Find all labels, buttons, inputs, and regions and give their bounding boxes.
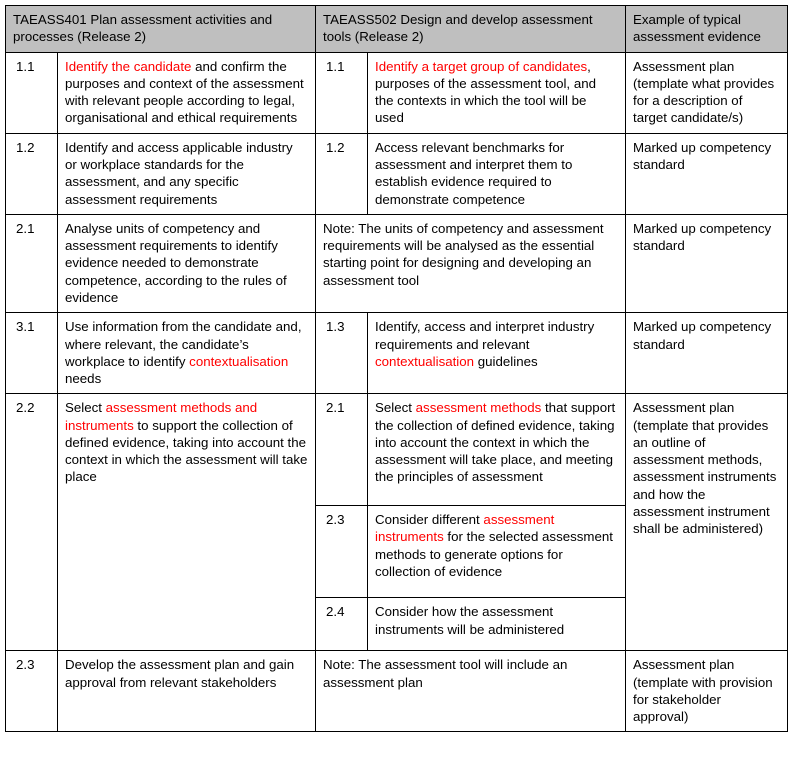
- evidence-text: Marked up competency standard: [626, 214, 788, 312]
- header-row: [6, 6, 788, 53]
- evidence-text: Assessment plan (template that provides an outline of assessment methods, assessment instruments and how the assessment instrument shall be administered): [626, 394, 788, 651]
- plain-text: for the selected assessment methods to generate options for collection of evidence: [375, 529, 613, 580]
- mid-note-text: Note: The assessment tool will include an assessment plan: [316, 651, 626, 732]
- left-element-text: [58, 313, 316, 394]
- evidence-text: Marked up competency standard: [626, 133, 788, 214]
- plain-text: guidelines: [474, 353, 538, 369]
- table-row: [6, 651, 788, 732]
- left-element-number: 2.2: [6, 394, 58, 651]
- left-element-text: [58, 394, 316, 651]
- left-element-text: [58, 52, 316, 133]
- mid-element-text: [368, 598, 626, 651]
- column-header-taeass401: TAEASS401 Plan assessment activities and processes (Release 2): [6, 6, 316, 53]
- table-row: [6, 133, 788, 214]
- plain-text: Use information from the candidate and, where relevant, the candidate’s workplace to identify: [65, 319, 302, 369]
- evidence-text: Marked up competency standard: [626, 313, 788, 394]
- highlight-text: Identify the candidate: [65, 58, 192, 74]
- left-element-text: Analyse units of competency and assessment requirements to identify evidence needed to demonstrate competence, according to the rules of evidence: [58, 214, 316, 312]
- evidence-text: Assessment plan (template what provides for a description of target candidate/s): [626, 52, 788, 133]
- mid-element-number: 1.3: [316, 313, 368, 394]
- unit-mapping-table: [5, 5, 788, 732]
- left-element-number: 1.2: [6, 133, 58, 214]
- mid-element-text: [368, 52, 626, 133]
- plain-text: and confirm the purposes and context of the assessment with relevant people according to legal, organisational and ethical requirements: [65, 58, 304, 126]
- table-header: [6, 6, 788, 53]
- plain-text: to support the collection of defined evidence, taking into account the context in which the assessment will take place: [65, 417, 308, 485]
- mid-element-text: [368, 394, 626, 506]
- highlight-text: assessment methods and instruments: [65, 400, 258, 433]
- mid-element-text: Access relevant benchmarks for assessment and interpret them to establish evidence required to demonstrate competence: [368, 133, 626, 214]
- plain-text: Identify, access and interpret industry requirements and relevant: [375, 319, 595, 352]
- table-row: [6, 394, 788, 506]
- evidence-text: Assessment plan (template with provision for stakeholder approval): [626, 651, 788, 732]
- mid-element-number: 2.1: [316, 394, 368, 506]
- plain-text: needs: [65, 371, 102, 387]
- plain-text: Select: [375, 400, 416, 416]
- mid-element-number: 2.3: [316, 506, 368, 598]
- table-row: [6, 214, 788, 312]
- highlight-text: assessment instruments: [375, 512, 555, 545]
- left-element-text: Identify and access applicable industry or workplace standards for the assessment, and any specific assessment requirements: [58, 133, 316, 214]
- mid-element-text: [368, 313, 626, 394]
- mid-element-number: 1.2: [316, 133, 368, 214]
- mid-note-text: Note: The units of competency and assessment requirements will be analysed as the essential starting point for designing and developing an assessment tool: [316, 214, 626, 312]
- plain-text: , purposes of the assessment tool, and the contexts in which the tool will be used: [375, 58, 597, 126]
- left-element-number: 2.1: [6, 214, 58, 312]
- left-element-number: 3.1: [6, 313, 58, 394]
- highlight-text: assessment methods: [415, 400, 542, 416]
- highlight-text: contextualisation: [189, 353, 289, 369]
- table-row: [6, 313, 788, 394]
- plain-text: Consider different: [375, 512, 484, 528]
- left-element-number: 2.3: [6, 651, 58, 732]
- table-row: [6, 52, 788, 133]
- table-body: [6, 52, 788, 732]
- mid-element-number: 1.1: [316, 52, 368, 133]
- mid-element-number: 2.4: [316, 598, 368, 651]
- plain-text: Consider how the assessment instruments will be administered: [375, 604, 565, 637]
- highlight-text: contextualisation: [375, 353, 475, 369]
- column-header-taeass502: TAEASS502 Design and develop assessment tools (Release 2): [316, 6, 626, 53]
- highlight-text: Identify a target group of candidates: [375, 58, 588, 74]
- plain-text: that support the collection of defined evidence, taking into account the context in which the assessment will take place, and meeting the principles of assessment: [375, 400, 616, 485]
- column-header-evidence: Example of typical assessment evidence: [626, 6, 788, 53]
- plain-text: Select: [65, 400, 106, 416]
- left-element-number: 1.1: [6, 52, 58, 133]
- left-element-text: Develop the assessment plan and gain approval from relevant stakeholders: [58, 651, 316, 732]
- mid-element-text: [368, 506, 626, 598]
